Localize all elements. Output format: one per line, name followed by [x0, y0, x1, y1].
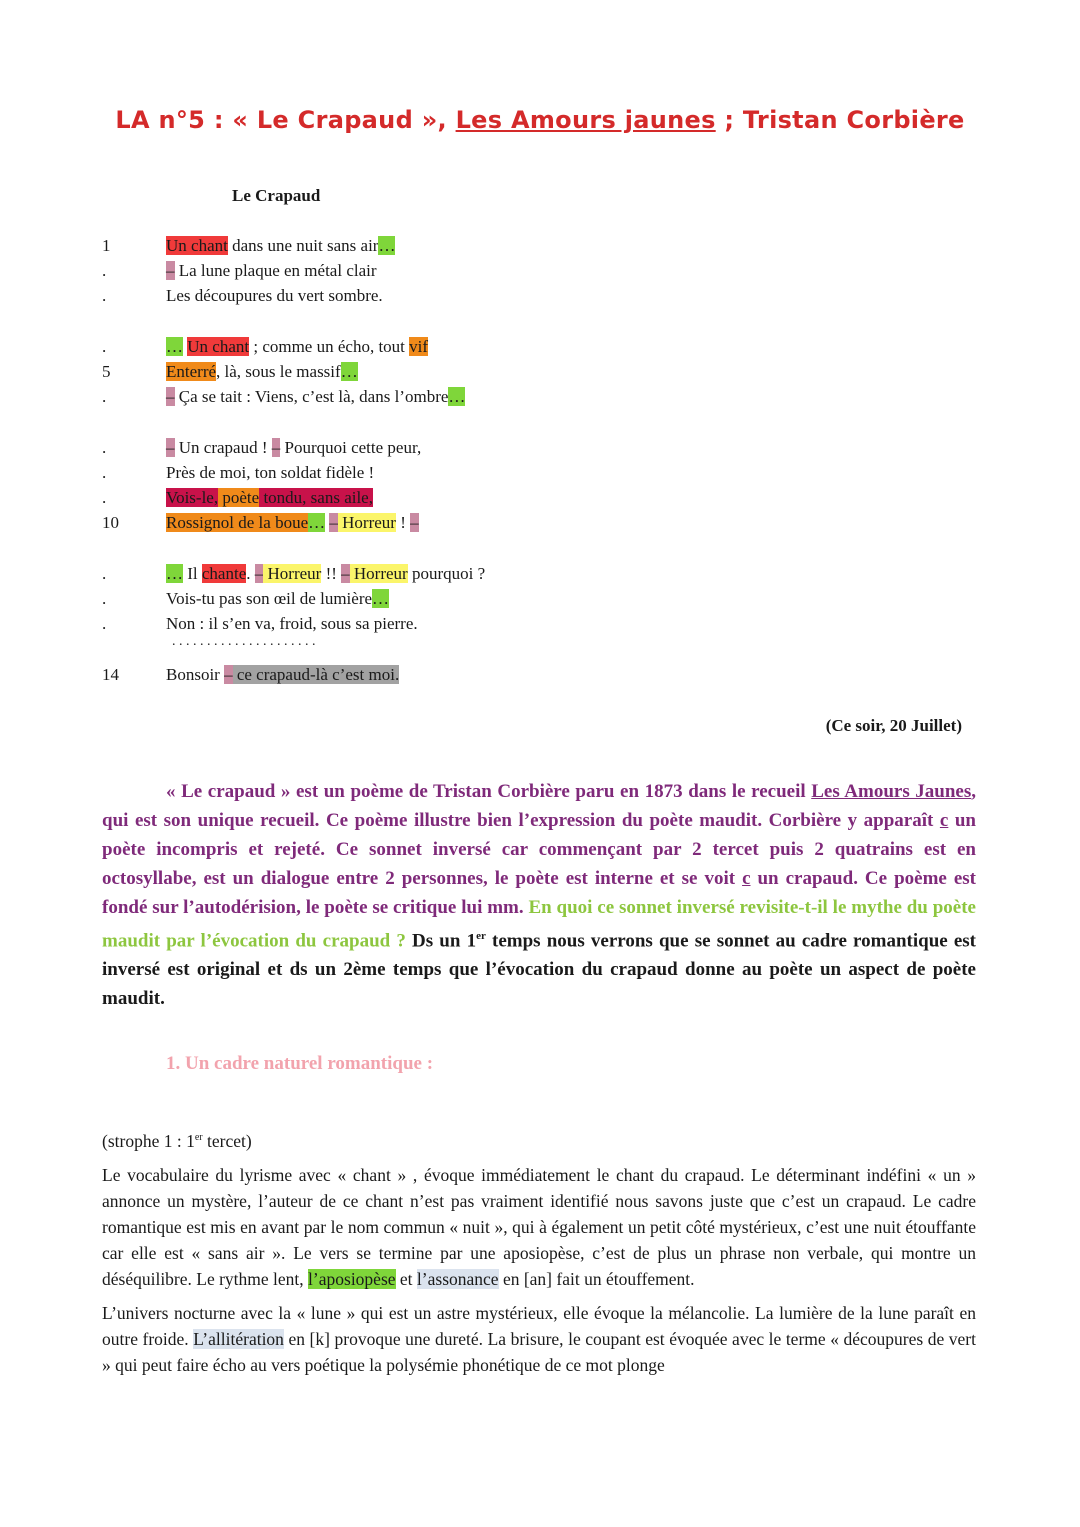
- poem-line: [0, 564, 1080, 586]
- strophe-label-a: (strophe 1 : 1: [102, 1130, 195, 1151]
- intro-text-3: un poète incompris et rejeté. Ce sonnet inversé car commençant par 2 tercet puis 2 quatrains est en octosyllabe, est un dialogue entre 2 personnes, le poète est interne et se voit: [102, 810, 976, 889]
- title-part-3: ; Tristan Corbière: [715, 106, 965, 134]
- line-number: .: [102, 614, 107, 633]
- poem-line: [0, 337, 1080, 359]
- poem-line: [0, 463, 1080, 485]
- p2-text-b: en [k] provoque une dureté. La brisure, le coupant est évoquée avec le terme « découpures de vert » qui peut faire écho au vers poétique la polysémie phonétique de ce mot plonge: [102, 1328, 977, 1375]
- line-number: .: [102, 387, 107, 406]
- p1-text-c: en [an] fait un étouffement.: [498, 1268, 695, 1289]
- strophe-label: [102, 1125, 976, 1154]
- verse-text: [166, 236, 395, 256]
- verse-text: [166, 564, 485, 584]
- verse-segment: pourquoi ?: [407, 564, 486, 583]
- plan-2: temps nous verrons que se sonnet au cadre romantique est inversé est original et ds un 2ème temps que l’évocation du crapaud donne au poète un aspect de poète maudit.: [102, 930, 977, 1010]
- line-number: .: [102, 337, 107, 356]
- strophe-label-sup: er: [194, 1132, 203, 1143]
- intro-text-4: un crapaud. Ce poème est fondé sur l’autodérision, le poète se critique lui mm.: [102, 868, 976, 918]
- verse-segment: , là, sous le massif: [216, 362, 341, 381]
- verse-highlight-orange: Rossignol de la boue: [166, 513, 309, 532]
- verse-text: [166, 589, 389, 609]
- poem-line: [0, 614, 1080, 636]
- problematique: En quoi ce sonnet inversé revisite-t-il le mythe du poète maudit par l’évocation du crapaud ?: [102, 897, 976, 952]
- verse-highlight-green: …: [378, 236, 396, 255]
- verse-highlight-green: …: [308, 513, 326, 532]
- verse-highlight-crimson: Vois-le,: [166, 488, 219, 507]
- p1-highlight-aposiopese: l’aposiopèse: [308, 1268, 396, 1289]
- verse-segment: . . . . . . . . . . . . . . . . . . . . .: [172, 634, 316, 649]
- line-number: .: [102, 564, 107, 583]
- poem-line: [0, 488, 1080, 510]
- verse-highlight-pink: –: [410, 513, 419, 532]
- verse-segment: La lune plaque en métal clair: [174, 261, 377, 280]
- verse-text: [166, 463, 374, 483]
- verse-highlight-red: Un chant: [166, 236, 228, 255]
- verse-highlight-green: …: [448, 387, 466, 406]
- verse-text: [166, 438, 421, 458]
- intro-abbr-1: c: [939, 810, 949, 831]
- verse-text: [166, 614, 418, 634]
- verse-text: [172, 634, 316, 650]
- verse-highlight-gray: ce crapaud-là c’est moi.: [232, 665, 400, 684]
- poem-title: Le Crapaud: [232, 186, 321, 205]
- intro-book: Les Amours Jaunes: [811, 781, 972, 802]
- verse-text: [166, 286, 383, 306]
- verse-highlight-green: …: [372, 589, 390, 608]
- verse-segment: Près de moi, ton soldat fidèle !: [166, 463, 375, 482]
- p2-text-a: L’univers nocturne avec la « lune » qui est un astre mystérieux, elle évoque la mélancolie. La lumière de la lune paraît en outre froide.: [102, 1302, 976, 1349]
- verse-highlight-yellow: Horreur: [337, 513, 396, 532]
- verse-segment: Pourquoi cette peur,: [280, 438, 422, 457]
- verse-text: [166, 337, 428, 357]
- plan-1: Ds un 1: [405, 930, 477, 952]
- verse-segment: Ça se tait : Viens, c’est là, dans l’ombre: [174, 387, 449, 406]
- verse-highlight-pink: –: [341, 564, 350, 583]
- page-title: [0, 106, 1080, 134]
- poem-line: [0, 438, 1080, 460]
- line-number: 5: [102, 362, 111, 381]
- line-number: .: [102, 438, 107, 457]
- intro-text-2: , qui est son unique recueil. Ce poème illustre bien l’expression du poète maudit. Corbière y apparaît: [102, 781, 977, 831]
- verse-segment: Bonsoir: [166, 665, 225, 684]
- analysis-paragraph-1: [102, 1162, 976, 1292]
- line-number: 10: [102, 513, 119, 532]
- verse-segment: Il: [183, 564, 202, 583]
- verse-text: [166, 261, 377, 281]
- verse-highlight-orange: poète: [218, 488, 260, 507]
- verse-highlight-red: chante: [201, 564, 247, 583]
- section-heading: 1. Un cadre naturel romantique :: [166, 1053, 434, 1074]
- verse-segment: dans une nuit sans air: [227, 236, 379, 255]
- verse-text: [166, 513, 419, 533]
- poem-line: [0, 665, 1080, 687]
- intro-text-1: « Le crapaud » est un poème de Tristan Corbière paru en 1873 dans le recueil: [166, 781, 812, 802]
- poem-line: [0, 236, 1080, 258]
- poem-line: [0, 362, 1080, 384]
- p1-text-a: Le vocabulaire du lyrisme avec « chant » , évoque immédiatement le chant du crapaud. Le déterminant indéfini « un » annonce un mystère, l’auteur de ce chant n’est pas vraiment identifié nous savons juste que c’est un crapaud. Le cadre romantique est mis en avant par le nom commun « nuit », qui à également un petit côté mystérieux, c’est une nuit étouffante car elle est « sans air ». Le vers se termine par une aposiopèse, c’est de plus un phrase non verbale, qui montre un déséquilibre. Le rythme lent,: [102, 1164, 976, 1289]
- line-number: 1: [102, 236, 111, 255]
- verse-highlight-crimson: tondu, sans aile,: [259, 488, 373, 507]
- line-number: .: [102, 286, 107, 305]
- poem-line: [0, 387, 1080, 409]
- p1-text-b: et: [395, 1268, 417, 1289]
- line-number: .: [102, 261, 107, 280]
- verse-segment: .: [246, 564, 255, 583]
- verse-highlight-yellow: Horreur: [263, 564, 322, 583]
- verse-segment: ; comme un écho, tout: [249, 337, 410, 356]
- poem-line: [0, 589, 1080, 611]
- verse-highlight-orange: Enterré: [166, 362, 217, 381]
- verse-highlight-pink: –: [166, 261, 175, 280]
- poem-line: [0, 513, 1080, 535]
- analysis-paragraph-2: [102, 1300, 976, 1378]
- verse-text: [166, 362, 358, 382]
- verse-highlight-pink: –: [166, 438, 175, 457]
- verse-highlight-yellow: Horreur: [349, 564, 408, 583]
- verse-highlight-green: …: [340, 362, 358, 381]
- plan-sup: er: [476, 930, 486, 942]
- line-number: .: [102, 488, 107, 507]
- verse-segment: Les découpures du vert sombre.: [166, 286, 383, 305]
- verse-highlight-pink: –: [254, 564, 264, 583]
- poem-line: [0, 261, 1080, 283]
- title-book: Les Amours jaunes: [455, 106, 716, 134]
- verse-text: [166, 665, 399, 685]
- verse-highlight-green: …: [166, 337, 183, 356]
- p2-highlight-alliteration: L’allitération: [193, 1328, 284, 1349]
- strophe-label-b: tercet): [202, 1130, 252, 1151]
- verse-highlight-red: Un chant: [187, 337, 250, 356]
- verse-text: [166, 488, 373, 508]
- line-number: 14: [102, 665, 119, 684]
- line-number: .: [102, 463, 107, 482]
- verse-segment: Non : il s’en va, froid, sous sa pierre.: [166, 614, 418, 633]
- introduction: [102, 777, 976, 1013]
- verse-highlight-orange: vif: [409, 337, 429, 356]
- intro-abbr-2: c: [742, 868, 751, 889]
- p1-highlight-assonance: l’assonance: [416, 1268, 499, 1289]
- verse-segment: Vois-tu pas son œil de lumière: [166, 589, 373, 608]
- verse-highlight-green: …: [166, 564, 183, 583]
- verse-highlight-pink: –: [271, 438, 281, 457]
- verse-highlight-pink: –: [329, 513, 338, 532]
- verse-segment: !!: [321, 564, 342, 583]
- poem-date: (Ce soir, 20 Juillet): [825, 716, 962, 735]
- analysis: [102, 1125, 976, 1386]
- line-number: .: [102, 589, 107, 608]
- title-part-1: LA n°5 : « Le Crapaud »,: [115, 106, 456, 134]
- verse-segment: !: [395, 513, 411, 532]
- poem-line: [0, 286, 1080, 308]
- verse-segment: Un crapaud !: [174, 438, 272, 457]
- verse-highlight-pink: –: [224, 665, 233, 684]
- poem-line: [0, 634, 1080, 662]
- verse-text: [166, 387, 465, 407]
- verse-highlight-pink: –: [166, 387, 175, 406]
